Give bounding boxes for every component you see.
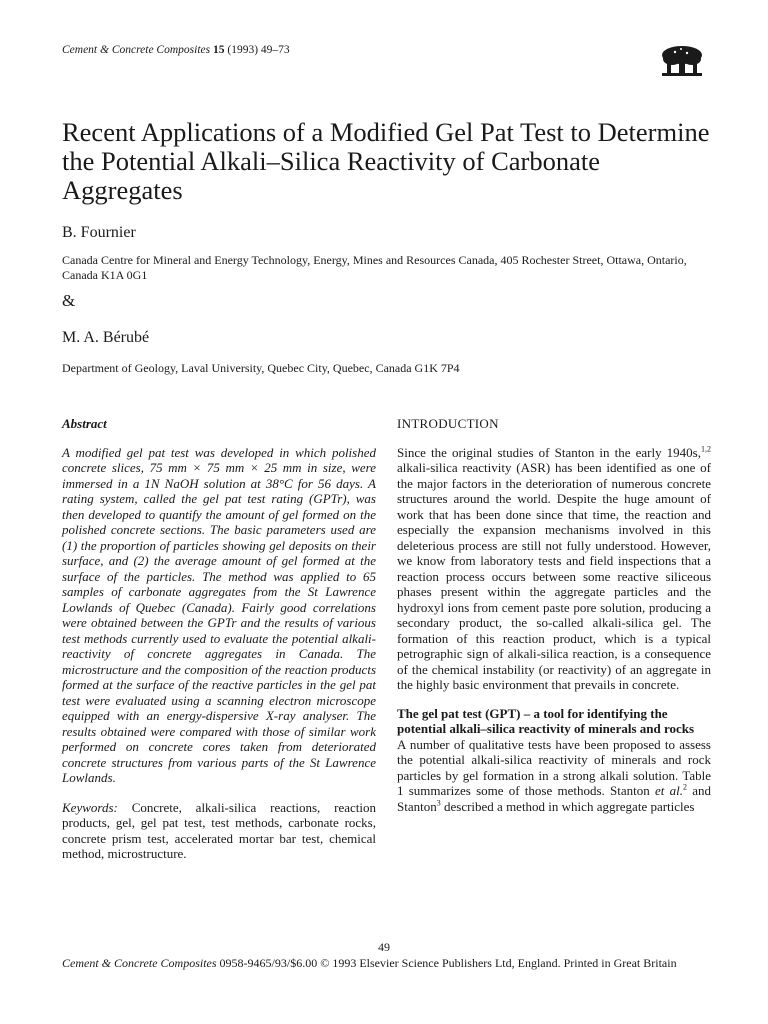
author-affiliation: Canada Centre for Mineral and Energy Technology, Energy, Mines and Resources Canada, 405 Rochester Street, Ottawa, Ontario, Canada K1A 0G1 <box>62 253 687 282</box>
footer-copyright: 0958-9465/93/$6.00 © 1993 Elsevier Science Publishers Ltd, England. Printed in Great Britain <box>216 956 677 970</box>
journal-volume: 15 <box>212 44 225 56</box>
subsection-heading: The gel pat test (GPT) – a tool for identifying the potential alkali–silica reactivity of minerals and rocks <box>397 705 695 736</box>
introduction-paragraph: Since the original studies of Stanton in the early 1940s,$^{1,2}$ alkali-silica reactivity (ASR) has been identified as one of the major factors in the deterioration of numerous concrete structures around the world. Despite the huge amount of work that has been done since that time, the reaction and especially the expansion mechanisms involved in this deleterious process are still not fully understood. However, we know from laboratory tests and field inspections that a reaction process occurs between some reactive siliceous phases present within the aggregate particles and the hydroxyl ions from cement paste pore solution, producing a secondary product, the so-called alkali-silica gel. The formation of this reaction product, which is a typical petrographic sign of alkali-silica reaction, is a consequence of the chemical instability (or reactivity) of an aggregate in the highly basic environment that prevails in concrete. <box>397 444 711 692</box>
citation: 3 <box>436 798 441 808</box>
author-affiliation: Department of Geology, Laval University, Quebec City, Quebec, Canada G1K 7P4 <box>62 361 460 375</box>
citation: 2 <box>682 782 687 792</box>
abstract-heading: Abstract <box>62 416 107 431</box>
author-name: B. Fournier <box>62 224 136 241</box>
abstract-text: A modified gel pat test was developed in which polished concrete slices, 75 mm × 75 mm × 25 mm in size, were immersed in a 1N NaOH solution at 38°C for 56 days. A rating system, called the gel pat test rating (GPTr), was then developed to quantify the amount of gel formed on the polished concrete sections. The basic parameters used are (1) the proportion of particles showing gel deposits on their surface, and (2) the average amount of gel formed at the surface of the particles. The method was applied to 65 samples of carbonate aggregates from the St Lawrence Lowlands of Quebec (Canada). Fairly good correlations were obtained between the GPTr and the results of various test methods currently used to evaluate the potential alkali-reactivity of concrete aggregates in Canada. The microstructure and the composition of the reaction products formed at the surface of the reactive particles in the gel pat test were evaluated using a scanning electron microscope equipped with an energy-dispersive X-ray analyser. The results obtained were compared with those of similar work performed on concrete cores taken from deteriorated concrete structures from various parts of the St Lawrence Lowlands. <box>62 444 376 785</box>
keywords-label: Keywords: <box>62 799 118 815</box>
abstract-column <box>62 416 376 862</box>
journal-year-pages: (1993) 49–73 <box>227 44 290 56</box>
introduction-column <box>397 416 711 814</box>
paper-title: Recent Applications of a Modified Gel Pat Test to Determine the Potential Alkali–Silica Reactivity of Carbonate Aggregates <box>62 117 710 205</box>
footer <box>62 956 716 971</box>
elsevier-tree-logo-icon <box>658 44 706 80</box>
running-header <box>62 44 290 56</box>
footer-journal: Cement & Concrete Composites <box>62 956 217 970</box>
author-name: M. A. Bérubé <box>62 329 150 346</box>
keywords-list: Concrete, alkali-silica reactions, reaction products, gel, gel pat test, test methods, carbonate rocks, concrete prism test, accelerated mortar bar test, chemical method, microstructure. <box>62 799 376 861</box>
introduction-paragraph: A number of qualitative tests have been proposed to assess the potential alkali-silica reactivity of minerals and rock particles by gel formation in a strong alkali solution. Table 1 summarizes some of those methods. Stanton et al.$^2$ and Stanton$^3$ described a method in which aggregate particles <box>397 736 711 814</box>
journal-name: Cement & Concrete Composites <box>62 44 211 56</box>
citation: 1,2 <box>701 444 711 454</box>
author-separator: & <box>62 291 76 310</box>
introduction-heading: INTRODUCTION <box>397 416 499 431</box>
page-number: 49 <box>378 940 390 954</box>
keywords <box>62 800 376 862</box>
